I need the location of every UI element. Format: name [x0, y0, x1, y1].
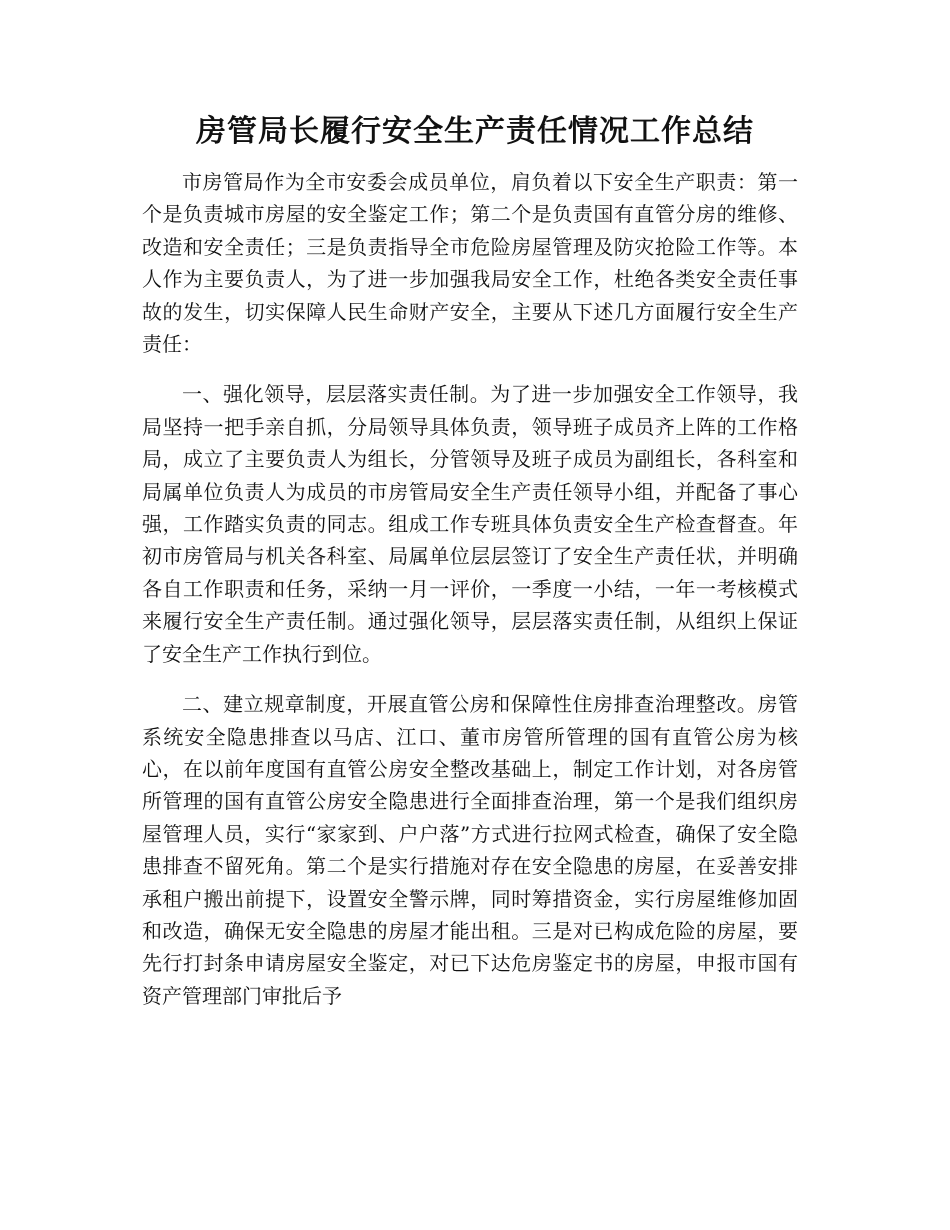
paragraph-intro: 市房管局作为全市安委会成员单位，肩负着以下安全生产职责：第一个是负责城市房屋的安全鉴定工作；第二个是负责国有直管分房的维修、改造和安全责任；三是负责指导全市危险房屋管理及防灾抢险工作等。本人作为主要负责人，为了进一步加强我局安全工作，杜绝各类安全责任事故的发生，切实保障人民生命财产安全，主要从下述几方面履行安全生产责任： — [142, 170, 798, 357]
paragraph-section-1: 一、强化领导，层层落实责任制。为了进一步加强安全工作领导，我局坚持一把手亲自抓，分局领导具体负责，领导班子成员齐上阵的工作格局，成立了主要负责人为组长，分管领导及班子成员为副组长，各科室和局属单位负责人为成员的市房管局安全生产责任领导小组，并配备了事心强，工作踏实负责的同志。组成工作专班具体负责安全生产检查督查。年初市房管局与机关各科室、局属单位层层签订了安全生产责任状，并明确各自工作职责和任务，采纳一月一评价，一季度一小结，一年一考核模式来履行安全生产责任制。通过强化领导，层层落实责任制，从组织上保证了安全生产工作执行到位。 — [142, 382, 798, 666]
paragraph-section-2: 二、建立规章制度，开展直管公房和保障性住房排查治理整改。房管系统安全隐患排查以马店、江口、董市房管所管理的国有直管公房为核心，在以前年度国有直管公房安全整改基础上，制定工作计划，对各房管所管理的国有直管公房安全隐患进行全面排查治理，第一个是我们组织房屋管理人员，实行“家家到、户户落”方式进行拉网式检查，确保了安全隐患排查不留死角。第二个是实行措施对存在安全隐患的房屋，在妥善安排承租户搬出前提下，设置安全警示牌，同时筹措资金，实行房屋维修加固和改造，确保无安全隐患的房屋才能出租。三是对已构成危险的房屋，要先行打封条申请房屋安全鉴定，对已下达危房鉴定书的房屋，申报市国有资产管理部门审批后予 — [142, 692, 798, 1008]
document-title: 房管局长履行安全生产责任情况工作总结 — [196, 114, 754, 149]
document-body — [142, 166, 798, 1012]
